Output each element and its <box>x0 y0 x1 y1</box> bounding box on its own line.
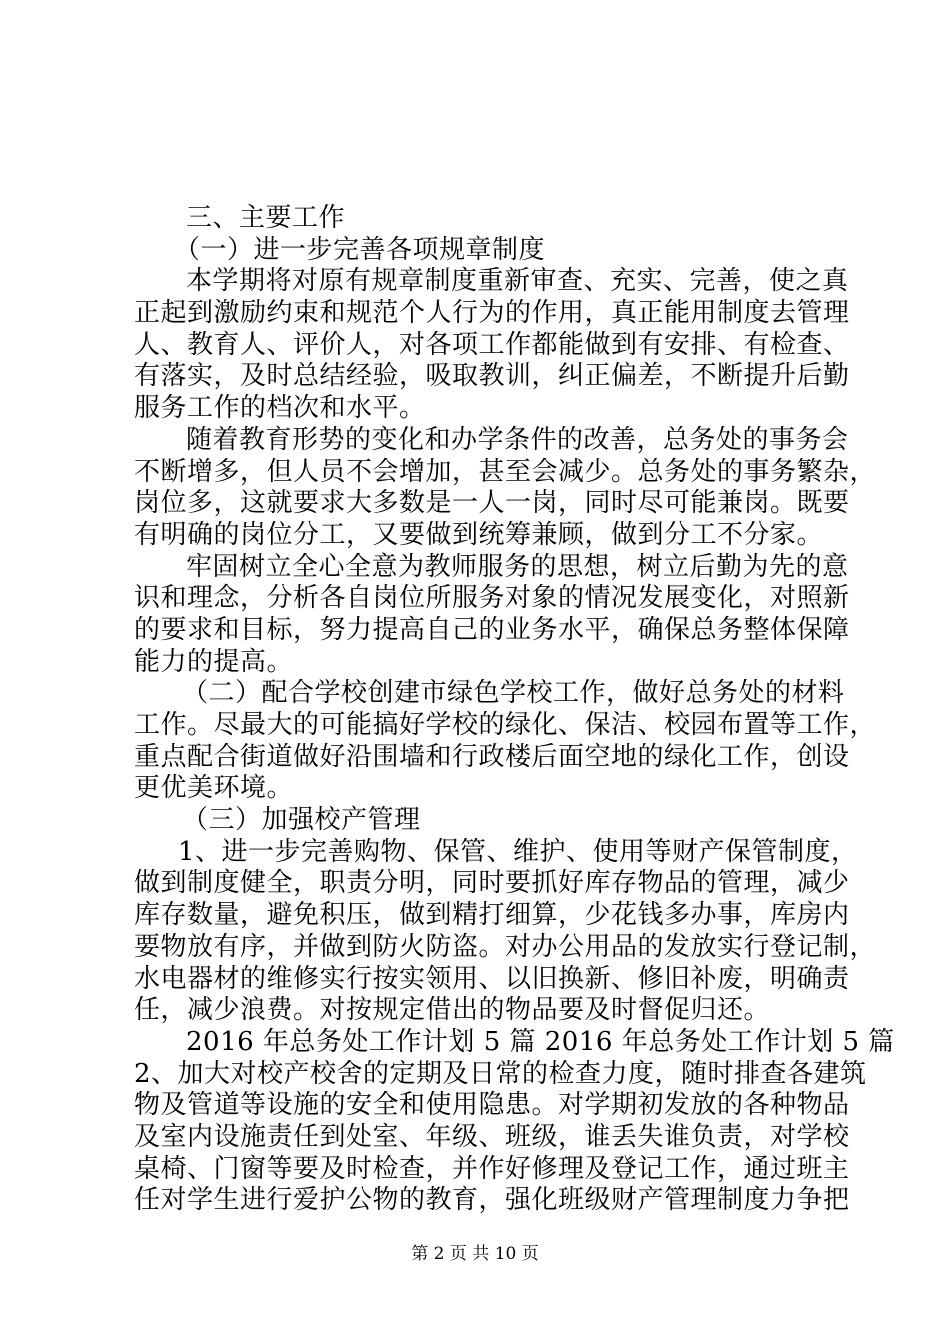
text-line: 重点配合街道做好沿围墙和行政楼后面空地的绿化工作，创设 <box>134 741 850 772</box>
text-line: 人、教育人、评价人，对各项工作都能做到有安排、有检查、 <box>134 329 850 360</box>
text-line: 服务工作的档次和水平。 <box>134 393 426 424</box>
text-line: 2、加大对校产校舍的定期及日常的检查力度，随时排查各建筑 <box>134 1058 867 1089</box>
text-line: 桌椅、门窗等要及时检查，并作好修理及登记工作，通过班主 <box>134 1153 850 1184</box>
text-line: 牢固树立全心全意为教师服务的思想，树立后勤为先的意 <box>186 551 849 582</box>
text-line: 正起到激励约束和规范个人行为的作用，真正能用制度去管理 <box>134 298 850 329</box>
text-line: 做到制度健全，职责分明，同时要抓好库存物品的管理，减少 <box>134 868 850 899</box>
text-line: 任，减少浪费。对按规定借出的物品要及时督促归还。 <box>134 995 771 1026</box>
document-body <box>134 203 895 1217</box>
text-line: 要物放有序，并做到防火防盗。对办公用品的发放实行登记制， <box>134 931 877 962</box>
text-line: 能力的提高。 <box>134 646 294 677</box>
text-line: 任对学生进行爱护公物的教育，强化班级财产管理制度力争把 <box>134 1185 850 1216</box>
page-footer: 第 2 页 共 10 页 <box>411 1244 539 1264</box>
text-line: 更优美环境。 <box>134 773 294 804</box>
text-line: 工作。尽最大的可能搞好学校的绿化、保洁、校园布置等工作， <box>134 710 877 740</box>
text-line: （一）进一步完善各项规章制度 <box>174 234 546 265</box>
text-line: 水电器材的维修实行按实领用、以旧换新、修旧补废，明确责 <box>134 963 850 994</box>
text-line: 有明确的岗位分工，又要做到统筹兼顾，做到分工不分家。 <box>134 519 824 550</box>
text-line: 有落实，及时总结经验，吸取教训，纠正偏差，不断提升后勤 <box>134 361 850 392</box>
text-line: 物及管道等设施的安全和使用隐患。对学期初发放的各种物品 <box>134 1090 850 1121</box>
text-line: 随着教育形势的变化和办学条件的改善，总务处的事务会 <box>186 424 849 455</box>
text-line: 2016 年总务处工作计划 5 篇 2016 年总务处工作计划 5 篇 <box>186 1026 895 1057</box>
text-line: 及室内设施责任到处室、年级、班级，谁丢失谁负责，对学校 <box>134 1121 850 1152</box>
text-line: 1、进一步完善购物、保管、维护、使用等财产保管制度， <box>178 836 858 867</box>
text-line: 库存数量，避免积压，做到精打细算，少花钱多办事，库房内 <box>134 900 850 931</box>
text-line: （三）加强校产管理 <box>182 805 421 836</box>
text-line: 不断增多，但人员不会增加，甚至会减少。总务处的事务繁杂， <box>134 456 877 487</box>
text-line: 的要求和目标，努力提高自己的业务水平，确保总务整体保障 <box>134 614 850 645</box>
text-line: 三、主要工作 <box>186 203 346 233</box>
text-line: 岗位多，这就要求大多数是一人一岗，同时尽可能兼岗。既要 <box>134 488 850 519</box>
text-line: 识和理念，分析各自岗位所服务对象的情况发展变化，对照新 <box>134 583 850 614</box>
text-line: （二）配合学校创建市绿色学校工作，做好总务处的材料 <box>182 678 845 709</box>
text-line: 本学期将对原有规章制度重新审查、充实、完善，使之真 <box>186 266 849 297</box>
